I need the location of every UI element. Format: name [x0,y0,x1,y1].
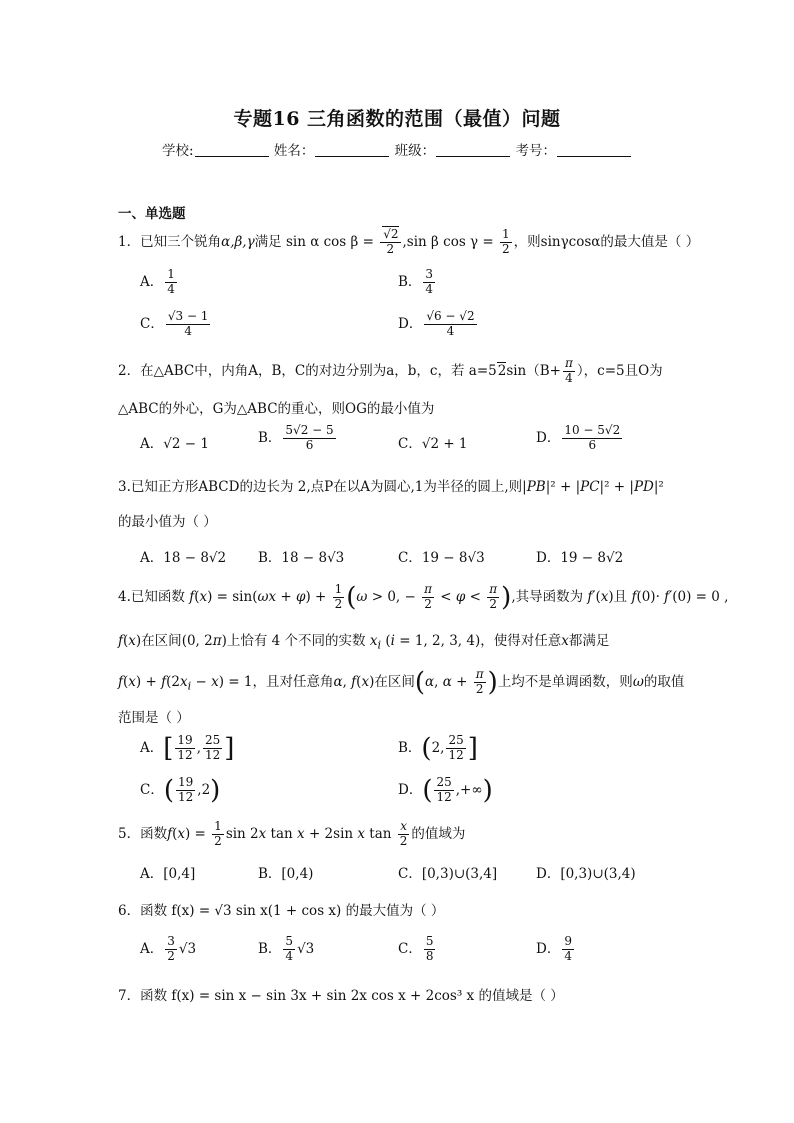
name-label: 姓名： [273,143,315,159]
q1-option-b[interactable]: B． $\frac{3}{4}$ [398,267,434,296]
question-3: 3.已知正方形ABCD的边长为 2,点P在以A为圆心,1为半径的圆上,则|PB|² + |PC|² + |PD|² [118,479,664,495]
q5-option-a[interactable]: A．[0,4] [140,866,196,882]
number-label: 考号： [515,143,556,159]
number-blank[interactable] [557,144,631,157]
q5-option-b[interactable]: B．[0,4) [258,866,314,882]
q2-option-b[interactable]: B． $\frac{5√2 - 5}{6}$ [258,423,334,452]
student-info-line [0,139,794,159]
q1-option-d[interactable]: D． $\frac{√6 - √2}{4}$ [398,309,475,338]
question-4-line2: f(x)在区间(0, 2π)上恰有 4 个不同的实数 $x_i$ (i = 1, 2, 3, 4)，使得对任意x都满足 [118,633,610,652]
q1-option-c[interactable]: C． $\frac{√3 - 1}{4}$ [140,309,209,338]
question-1: 1．已知三个锐角α,β,γ满足 sin α cos β = $\frac{√2}{2}$ ,sin β cos γ = $\frac{1}{2}$ ，则sinγcosα的最大值是（ ） [118,227,700,256]
question-4-line3: $f(x) + f(2x_i - x) = 1$，且对任意角α, f(x)在区间(α, α + $\frac{\pi}{2}$ )上均不是单调函数，则ω的取值 [118,667,685,698]
q6-option-a[interactable]: A． $\frac{3}{2}$ √3 [140,934,197,963]
q4-option-c[interactable]: C．( $\frac{19}{12}$ ,2) [140,775,221,806]
q2-option-a[interactable]: A．√2 − 1 [140,436,209,452]
school-blank[interactable] [195,144,269,157]
q6-option-c[interactable]: C． $\frac{5}{8}$ [398,934,434,963]
q6-option-d[interactable]: D． $\frac{9}{4}$ [536,934,572,963]
q3-option-c[interactable]: C．19 − 8√3 [398,550,485,566]
q3-option-a[interactable]: A．18 − 8√2 [140,550,227,566]
question-6: 6．函数 f(x) = √3 sin x(1 + cos x) 的最大值为（ ） [118,903,445,919]
question-4-line4: 范围是（ ） [118,710,190,726]
q1-option-a[interactable]: A． $\frac{1}{4}$ [140,267,175,296]
page-title: 专题16 三角函数的范围（最值）问题 [233,108,561,130]
q5-option-c[interactable]: C．[0,3)∪(3,4] [398,866,498,882]
question-2-line2: △ABC的外心，G为△ABC的重心，则OG的最小值为 [118,401,435,417]
q3-option-d[interactable]: D．19 − 8√2 [536,550,624,566]
q4-option-b[interactable]: B．(2, $\frac{25}{12}$ ] [398,733,478,764]
q6-option-b[interactable]: B． $\frac{5}{4}$ √3 [258,934,315,963]
q3-option-b[interactable]: B．18 − 8√3 [258,550,345,566]
section-heading: 一、单选题 [118,206,186,222]
question-4: 4.已知函数 f(x) = sin(ωx + φ) + $\frac{1}{2}$ (ω > 0, − $\frac{\pi}{2}$ < φ < $\frac{\pi}{2}$ ),其导函数为 f′(x)且 f(0)· f′(0) = 0 , [118,582,729,613]
question-2: 2．在△ABC中，内角A，B，C的对边分别为a，b，c，若 a=52sin（B+ $\frac{\pi}{4}$ ），c=5且O为 [118,356,663,385]
class-label: 班级： [394,143,436,159]
question-5: 5．函数f(x) = $\frac{1}{2}$ sin 2x tan x + 2sin x tan $\frac{x}{2}$ 的值域为 [118,819,466,848]
q4-option-d[interactable]: D．( $\frac{25}{12}$ ,+∞) [398,775,493,806]
q4-option-a[interactable]: A．[ $\frac{19}{12}$ , $\frac{25}{12}$ ] [140,733,235,764]
name-blank[interactable] [315,144,389,157]
class-blank[interactable] [436,144,510,157]
question-7: 7．函数 f(x) = sin x − sin 3x + sin 2x cos x + 2cos³ x 的值域是（ ） [118,988,564,1004]
q5-option-d[interactable]: D．[0,3)∪(3,4) [536,866,636,882]
q2-option-d[interactable]: D． $\frac{10 - 5√2}{6}$ [536,423,621,452]
q2-option-c[interactable]: C．√2 + 1 [398,436,468,452]
school-label: 学校: [162,143,194,159]
question-3-line2: 的最小值为（ ） [118,514,217,530]
